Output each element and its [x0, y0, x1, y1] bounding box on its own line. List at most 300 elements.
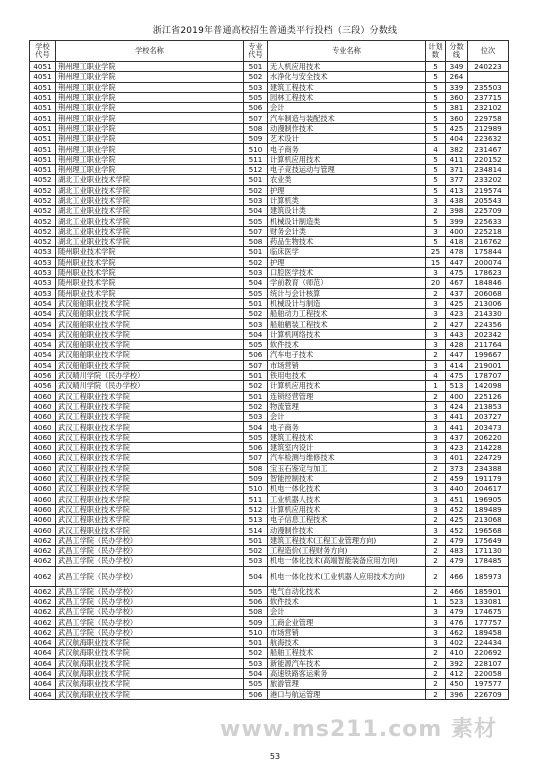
major-name-cell: 电子竞技运动与管理 [268, 164, 426, 174]
rank-cell: 177757 [468, 617, 509, 627]
school-name-cell: 武汉工程职业技术学院 [56, 484, 244, 494]
score-cell: 373 [446, 463, 468, 473]
plan-cell: 2 [426, 648, 446, 658]
rank-cell: 211764 [468, 340, 509, 350]
major-code-cell: 502 [244, 401, 268, 411]
table-row [30, 586, 509, 596]
major-code-cell: 504 [244, 422, 268, 432]
school-code-cell: 4053 [30, 257, 56, 267]
table-body [30, 62, 509, 700]
major-code-cell: 512 [244, 164, 268, 174]
major-name-cell: 工程造价(工程财务方向) [268, 545, 426, 555]
major-name-cell: 统计与会计核算 [268, 288, 426, 298]
school-code-cell: 4052 [30, 206, 56, 216]
rank-cell: 212989 [468, 123, 509, 133]
score-cell: 411 [446, 154, 468, 164]
major-code-cell: 502 [244, 648, 268, 658]
score-cell: 381 [446, 103, 468, 113]
score-cell: 437 [446, 288, 468, 298]
rank-cell: 197577 [468, 679, 509, 689]
plan-cell: 3 [426, 453, 446, 463]
rank-cell: 213068 [468, 515, 509, 525]
school-code-cell: 4060 [30, 453, 56, 463]
major-code-cell: 508 [244, 123, 268, 133]
score-cell: 402 [446, 638, 468, 648]
page-title: 浙江省2019年普通高校招生普通类平行投档（三段）分数线 [152, 26, 398, 36]
school-code-cell: 4052 [30, 195, 56, 205]
school-code-cell: 4060 [30, 515, 56, 525]
major-code-cell: 508 [244, 237, 268, 247]
plan-cell: 2 [426, 515, 446, 525]
rank-cell: 174675 [468, 607, 509, 617]
score-cell: 425 [446, 123, 468, 133]
school-code-cell: 4060 [30, 401, 56, 411]
rank-cell: 204617 [468, 484, 509, 494]
table-row [30, 72, 509, 82]
score-cell: 418 [446, 237, 468, 247]
major-name-cell: 铁用电技术 [268, 370, 426, 380]
major-code-cell: 505 [244, 288, 268, 298]
school-name-cell: 武汉工程职业技术学院 [56, 391, 244, 401]
rank-cell: 175844 [468, 247, 509, 257]
major-code-cell: 502 [244, 381, 268, 391]
school-name-cell: 武汉船舶职业技术学院 [56, 350, 244, 360]
school-code-cell: 4062 [30, 596, 56, 606]
plan-cell: 3 [426, 504, 446, 514]
school-name-cell: 武昌工学院（民办学校） [56, 586, 244, 596]
rank-cell: 202342 [468, 329, 509, 339]
rank-cell: 196568 [468, 525, 509, 535]
table-row [30, 607, 509, 617]
major-code-cell: 507 [244, 453, 268, 463]
table-row [30, 226, 509, 236]
school-code-cell: 4054 [30, 309, 56, 319]
school-name-cell: 武汉工程职业技术学院 [56, 442, 244, 452]
rank-cell: 185973 [468, 566, 509, 586]
rank-cell: 142098 [468, 381, 509, 391]
major-code-cell: 510 [244, 627, 268, 637]
school-code-cell: 4056 [30, 370, 56, 380]
major-code-cell: 508 [244, 463, 268, 473]
table-row [30, 267, 509, 277]
school-code-cell: 4054 [30, 350, 56, 360]
major-code-cell: 504 [244, 206, 268, 216]
major-code-cell: 502 [244, 185, 268, 195]
major-name-cell: 市场营销 [268, 627, 426, 637]
school-code-cell: 4060 [30, 484, 56, 494]
table-row [30, 257, 509, 267]
score-cell: 382 [446, 144, 468, 154]
plan-cell: 2 [426, 350, 446, 360]
plan-cell: 20 [426, 278, 446, 288]
school-name-cell: 武汉工程职业技术学院 [56, 401, 244, 411]
table-row [30, 412, 509, 422]
header-major-code: 专业代号 [244, 41, 268, 62]
school-code-cell: 4062 [30, 627, 56, 637]
major-name-cell: 市场营销 [268, 360, 426, 370]
table-row [30, 319, 509, 329]
school-code-cell: 4052 [30, 216, 56, 226]
school-name-cell: 湖北工业职业技术学院 [56, 216, 244, 226]
score-cell: 360 [446, 92, 468, 102]
major-name-cell: 学前教育（师范） [268, 278, 426, 288]
major-name-cell: 新能源汽车技术 [268, 658, 426, 668]
rank-cell: 231467 [468, 144, 509, 154]
plan-cell: 2 [426, 566, 446, 586]
major-name-cell: 汽车电子技术 [268, 350, 426, 360]
rank-cell: 220692 [468, 648, 509, 658]
school-code-cell: 4052 [30, 185, 56, 195]
school-name-cell: 武汉船舶职业技术学院 [56, 360, 244, 370]
watermark-text: www.ms211.com 素材 [220, 717, 497, 742]
plan-cell: 3 [426, 412, 446, 422]
school-code-cell: 4060 [30, 412, 56, 422]
table-row [30, 195, 509, 205]
major-code-cell: 501 [244, 391, 268, 401]
school-code-cell: 4053 [30, 267, 56, 277]
school-code-cell: 4062 [30, 607, 56, 617]
major-code-cell: 503 [244, 82, 268, 92]
rank-cell: 225709 [468, 206, 509, 216]
header-score: 分数线 [446, 41, 468, 62]
rank-cell: 205543 [468, 195, 509, 205]
plan-cell: 2 [426, 463, 446, 473]
score-cell: 264 [446, 72, 468, 82]
major-code-cell: 505 [244, 586, 268, 596]
major-name-cell: 机电一体化技术(高端智能装备应用方向) [268, 556, 426, 566]
plan-cell: 5 [426, 164, 446, 174]
table-row [30, 185, 509, 195]
major-code-cell: 503 [244, 267, 268, 277]
rank-cell: 175649 [468, 535, 509, 545]
table-row [30, 422, 509, 432]
rank-cell: 225126 [468, 391, 509, 401]
plan-cell: 3 [426, 195, 446, 205]
school-name-cell: 武汉航海职业技术学院 [56, 658, 244, 668]
table-row [30, 627, 509, 637]
table-row [30, 442, 509, 452]
major-code-cell: 505 [244, 432, 268, 442]
score-cell: 483 [446, 545, 468, 555]
school-code-cell: 4053 [30, 288, 56, 298]
rank-cell: 224729 [468, 453, 509, 463]
rank-cell: 220152 [468, 154, 509, 164]
plan-cell: 5 [426, 113, 446, 123]
school-name-cell: 荆州理工职业学院 [56, 154, 244, 164]
major-code-cell: 503 [244, 412, 268, 422]
major-code-cell: 503 [244, 319, 268, 329]
major-name-cell: 连锁经营管理 [268, 391, 426, 401]
plan-cell: 3 [426, 298, 446, 308]
rank-cell: 178485 [468, 556, 509, 566]
school-name-cell: 荆州理工职业学院 [56, 82, 244, 92]
school-name-cell: 荆州理工职业学院 [56, 113, 244, 123]
school-name-cell: 武汉晴川学院（民办学校） [56, 370, 244, 380]
school-name-cell: 武汉船舶职业技术学院 [56, 298, 244, 308]
major-code-cell: 506 [244, 350, 268, 360]
table-row [30, 504, 509, 514]
school-code-cell: 4064 [30, 638, 56, 648]
school-name-cell: 武汉工程职业技术学院 [56, 473, 244, 483]
school-name-cell: 武昌工学院（民办学校） [56, 535, 244, 545]
table-row [30, 206, 509, 216]
major-name-cell: 口腔医学技术 [268, 267, 426, 277]
school-name-cell: 武汉航海职业技术学院 [56, 689, 244, 699]
plan-cell: 5 [426, 72, 446, 82]
score-cell: 443 [446, 329, 468, 339]
major-code-cell: 509 [244, 617, 268, 627]
score-cell: 396 [446, 689, 468, 699]
plan-cell: 3 [426, 432, 446, 442]
major-code-cell: 507 [244, 113, 268, 123]
school-code-cell: 4062 [30, 535, 56, 545]
table-header-row [30, 41, 509, 62]
major-name-cell: 软件技术 [268, 596, 426, 606]
score-cell: 377 [446, 175, 468, 185]
plan-cell: 2 [426, 668, 446, 678]
score-cell: 451 [446, 494, 468, 504]
plan-cell: 2 [426, 535, 446, 545]
school-code-cell: 4052 [30, 175, 56, 185]
school-name-cell: 荆州理工职业学院 [56, 123, 244, 133]
major-code-cell: 501 [244, 247, 268, 257]
score-cell: 475 [446, 370, 468, 380]
plan-cell: 5 [426, 154, 446, 164]
plan-cell: 5 [426, 92, 446, 102]
major-code-cell: 501 [244, 535, 268, 545]
header-school-name: 学校名称 [56, 41, 244, 62]
school-name-cell: 武汉工程职业技术学院 [56, 412, 244, 422]
school-code-cell: 4064 [30, 648, 56, 658]
major-name-cell: 建筑设计类 [268, 206, 426, 216]
major-code-cell: 504 [244, 668, 268, 678]
table-row [30, 92, 509, 102]
major-name-cell: 宝玉石鉴定与加工 [268, 463, 426, 473]
school-code-cell: 4056 [30, 381, 56, 391]
school-name-cell: 随州职业技术学院 [56, 288, 244, 298]
school-code-cell: 4062 [30, 556, 56, 566]
score-cell: 462 [446, 627, 468, 637]
major-name-cell: 汽车检测与维修技术 [268, 453, 426, 463]
major-code-cell: 506 [244, 689, 268, 699]
rank-cell: 206068 [468, 288, 509, 298]
school-name-cell: 湖北工业职业技术学院 [56, 226, 244, 236]
school-code-cell: 4060 [30, 473, 56, 483]
major-name-cell: 港口与航运管理 [268, 689, 426, 699]
rank-cell: 234388 [468, 463, 509, 473]
major-name-cell: 物流管理 [268, 401, 426, 411]
table-row [30, 617, 509, 627]
major-name-cell: 高速铁路客运乘务 [268, 668, 426, 678]
plan-cell: 5 [426, 175, 446, 185]
school-code-cell: 4064 [30, 679, 56, 689]
score-cell: 447 [446, 350, 468, 360]
major-name-cell: 软件技术 [268, 340, 426, 350]
table-row [30, 237, 509, 247]
rank-cell: 224356 [468, 319, 509, 329]
score-cell: 437 [446, 432, 468, 442]
table-row [30, 309, 509, 319]
rank-cell: 225633 [468, 216, 509, 226]
rank-cell: 171130 [468, 545, 509, 555]
major-name-cell: 建筑工程技术 [268, 432, 426, 442]
major-code-cell: 502 [244, 309, 268, 319]
school-code-cell: 4064 [30, 658, 56, 668]
major-code-cell: 512 [244, 504, 268, 514]
table-row [30, 144, 509, 154]
score-cell: 360 [446, 113, 468, 123]
major-name-cell: 电子商务 [268, 422, 426, 432]
plan-cell: 5 [426, 237, 446, 247]
major-name-cell: 园林工程技术 [268, 92, 426, 102]
table-row [30, 668, 509, 678]
school-name-cell: 武汉晴川学院（民办学校） [56, 381, 244, 391]
school-code-cell: 4051 [30, 123, 56, 133]
header-plan: 计划数 [426, 41, 446, 62]
table-row [30, 340, 509, 350]
major-code-cell: 509 [244, 473, 268, 483]
plan-cell: 3 [426, 627, 446, 637]
school-name-cell: 湖北工业职业技术学院 [56, 185, 244, 195]
table-row [30, 154, 509, 164]
major-code-cell: 510 [244, 484, 268, 494]
plan-cell: 1 [426, 596, 446, 606]
major-code-cell: 503 [244, 556, 268, 566]
school-name-cell: 随州职业技术学院 [56, 278, 244, 288]
rank-cell: 196905 [468, 494, 509, 504]
rank-cell: 234814 [468, 164, 509, 174]
table-row [30, 288, 509, 298]
score-cell: 401 [446, 453, 468, 463]
table-row [30, 566, 509, 586]
major-code-cell: 501 [244, 638, 268, 648]
rank-cell: 235503 [468, 82, 509, 92]
school-name-cell: 武汉工程职业技术学院 [56, 422, 244, 432]
table-row [30, 545, 509, 555]
major-code-cell: 511 [244, 494, 268, 504]
score-cell: 423 [446, 309, 468, 319]
major-code-cell: 514 [244, 525, 268, 535]
school-code-cell: 4054 [30, 340, 56, 350]
major-code-cell: 501 [244, 370, 268, 380]
table-row [30, 638, 509, 648]
major-code-cell: 504 [244, 566, 268, 586]
school-code-cell: 4051 [30, 113, 56, 123]
school-name-cell: 武汉船舶职业技术学院 [56, 329, 244, 339]
major-name-cell: 计算机应用技术 [268, 504, 426, 514]
school-name-cell: 武昌工学院（民办学校） [56, 566, 244, 586]
school-name-cell: 武汉航海职业技术学院 [56, 648, 244, 658]
score-cell: 412 [446, 668, 468, 678]
major-name-cell: 电子商务 [268, 144, 426, 154]
school-name-cell: 湖北工业职业技术学院 [56, 195, 244, 205]
plan-cell: 3 [426, 360, 446, 370]
table-row [30, 123, 509, 133]
page-number: 53 [269, 752, 281, 761]
score-cell: 467 [446, 278, 468, 288]
school-code-cell: 4054 [30, 329, 56, 339]
major-name-cell: 计算机应用技术 [268, 381, 426, 391]
score-cell: 399 [446, 216, 468, 226]
plan-cell: 5 [426, 82, 446, 92]
score-cell: 475 [446, 267, 468, 277]
major-name-cell: 建筑工程技术(工程工业管理方向) [268, 535, 426, 545]
major-name-cell: 计算机类 [268, 195, 426, 205]
score-cell: 404 [446, 134, 468, 144]
table-row [30, 391, 509, 401]
major-code-cell: 511 [244, 154, 268, 164]
school-name-cell: 武汉工程职业技术学院 [56, 504, 244, 514]
table-row [30, 113, 509, 123]
table-row [30, 329, 509, 339]
score-cell: 400 [446, 391, 468, 401]
plan-cell: 2 [426, 319, 446, 329]
table-row [30, 473, 509, 483]
rank-cell: 225218 [468, 226, 509, 236]
plan-cell: 5 [426, 134, 446, 144]
school-name-cell: 湖北工业职业技术学院 [56, 206, 244, 216]
major-name-cell: 药品生物技术 [268, 237, 426, 247]
major-name-cell: 艺术设计 [268, 134, 426, 144]
school-name-cell: 荆州理工职业学院 [56, 103, 244, 113]
school-name-cell: 武汉工程职业技术学院 [56, 432, 244, 442]
table-row [30, 494, 509, 504]
rank-cell: 203727 [468, 412, 509, 422]
school-name-cell: 湖北工业职业技术学院 [56, 175, 244, 185]
rank-cell: 213006 [468, 298, 509, 308]
school-name-cell: 武昌工学院（民办学校） [56, 607, 244, 617]
score-cell: 398 [446, 206, 468, 216]
school-name-cell: 荆州理工职业学院 [56, 164, 244, 174]
plan-cell: 3 [426, 329, 446, 339]
score-cell: 441 [446, 422, 468, 432]
major-code-cell: 506 [244, 103, 268, 113]
table-row [30, 515, 509, 525]
table-row [30, 216, 509, 226]
plan-cell: 3 [426, 401, 446, 411]
school-name-cell: 武汉工程职业技术学院 [56, 463, 244, 473]
school-code-cell: 4060 [30, 422, 56, 432]
school-code-cell: 4051 [30, 72, 56, 82]
table-row [30, 556, 509, 566]
table-row [30, 175, 509, 185]
major-code-cell: 503 [244, 658, 268, 668]
score-cell: 441 [446, 412, 468, 422]
school-name-cell: 湖北工业职业技术学院 [56, 237, 244, 247]
plan-cell: 2 [426, 545, 446, 555]
rank-cell: 220058 [468, 668, 509, 678]
score-cell: 438 [446, 195, 468, 205]
score-cell: 479 [446, 556, 468, 566]
score-cell: 440 [446, 484, 468, 494]
score-cell: 425 [446, 298, 468, 308]
major-name-cell: 船舶动力工程技术 [268, 309, 426, 319]
major-code-cell: 505 [244, 679, 268, 689]
major-name-cell: 船舶工程技术 [268, 648, 426, 658]
major-name-cell: 机械设计与制造 [268, 298, 426, 308]
table-row [30, 247, 509, 257]
table-row [30, 432, 509, 442]
school-name-cell: 武汉航海职业技术学院 [56, 638, 244, 648]
major-code-cell: 510 [244, 144, 268, 154]
school-code-cell: 4062 [30, 617, 56, 627]
rank-cell: 191179 [468, 473, 509, 483]
major-name-cell: 财务会计类 [268, 226, 426, 236]
major-name-cell: 会计 [268, 607, 426, 617]
school-name-cell: 武汉船舶职业技术学院 [56, 319, 244, 329]
score-cell: 413 [446, 185, 468, 195]
rank-cell: 178623 [468, 267, 509, 277]
